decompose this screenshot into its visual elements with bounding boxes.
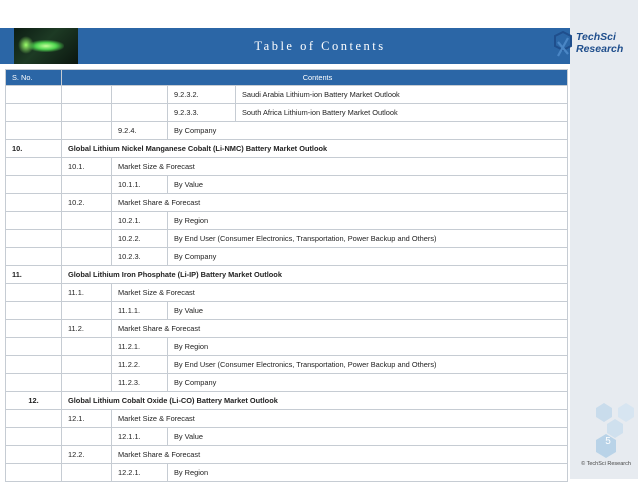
row-number: 10.2.3.	[112, 248, 168, 266]
table-row	[6, 356, 568, 374]
chapter-title: Global Lithium Iron Phosphate (Li-IP) Battery Market Outlook	[62, 266, 568, 284]
table-row	[6, 86, 568, 104]
row-number: 9.2.3.2.	[168, 86, 236, 104]
techsci-logo	[552, 28, 636, 62]
row-number: 9.2.4.	[112, 122, 168, 140]
table-row	[6, 104, 568, 122]
row-number: 12.1.1.	[112, 428, 168, 446]
logo-emblem-icon	[552, 30, 574, 60]
table-header-row	[6, 70, 568, 86]
row-title: By Value	[168, 428, 568, 446]
table-row	[6, 194, 568, 212]
row-title: By Region	[168, 338, 568, 356]
chapter-number: 12.	[6, 392, 62, 410]
row-title: Market Share & Forecast	[112, 320, 568, 338]
row-title: By End User (Consumer Electronics, Transportation, Power Backup and Others)	[168, 230, 568, 248]
table-row	[6, 302, 568, 320]
row-title: By Region	[168, 464, 568, 482]
row-title: By Company	[168, 248, 568, 266]
table-row-chapter	[6, 140, 568, 158]
row-title: By End User (Consumer Electronics, Transportation, Power Backup and Others)	[168, 356, 568, 374]
row-number: 10.2.	[62, 194, 112, 212]
row-number: 11.1.	[62, 284, 112, 302]
table-row	[6, 446, 568, 464]
chapter-title: Global Lithium Nickel Manganese Cobalt (Li-NMC) Battery Market Outlook	[62, 140, 568, 158]
logo-line1: TechSci	[576, 31, 616, 43]
chapter-title: Global Lithium Cobalt Oxide (Li-CO) Battery Market Outlook	[62, 392, 568, 410]
toc-table	[5, 69, 568, 482]
col-header-contents: Contents	[62, 70, 568, 86]
row-number: 10.1.	[62, 158, 112, 176]
table-row	[6, 428, 568, 446]
table-row	[6, 284, 568, 302]
row-title: By Value	[168, 176, 568, 194]
table-row-chapter	[6, 392, 568, 410]
row-title: Market Size & Forecast	[112, 410, 568, 428]
row-number: 10.1.1.	[112, 176, 168, 194]
row-title: By Value	[168, 302, 568, 320]
table-row	[6, 212, 568, 230]
row-number: 12.1.	[62, 410, 112, 428]
row-number: 9.2.3.3.	[168, 104, 236, 122]
row-number: 10.2.1.	[112, 212, 168, 230]
row-title: Market Share & Forecast	[112, 446, 568, 464]
row-title: Market Size & Forecast	[112, 284, 568, 302]
row-number: 11.1.1.	[112, 302, 168, 320]
chapter-number: 11.	[6, 266, 62, 284]
row-number: 12.2.1.	[112, 464, 168, 482]
table-row-chapter	[6, 266, 568, 284]
row-number: 11.2.2.	[112, 356, 168, 374]
table-row	[6, 320, 568, 338]
row-title: By Company	[168, 374, 568, 392]
footer-copyright: © TechSci Research	[581, 461, 631, 467]
table-row	[6, 338, 568, 356]
logo-line2: Research	[576, 43, 624, 55]
row-title: By Company	[168, 122, 568, 140]
row-number: 12.2.	[62, 446, 112, 464]
table-row	[6, 122, 568, 140]
table-row	[6, 374, 568, 392]
table-row	[6, 158, 568, 176]
page-number: 5	[605, 436, 611, 447]
row-title: Market Share & Forecast	[112, 194, 568, 212]
logo-text	[576, 31, 623, 55]
row-number: 11.2.3.	[112, 374, 168, 392]
row-title: Market Size & Forecast	[112, 158, 568, 176]
table-row	[6, 410, 568, 428]
table-row	[6, 248, 568, 266]
row-title: Saudi Arabia Lithium-ion Battery Market Outlook	[236, 86, 568, 104]
table-row	[6, 230, 568, 248]
row-number: 11.2.	[62, 320, 112, 338]
battery-glow	[28, 40, 64, 52]
row-title: By Region	[168, 212, 568, 230]
chapter-number: 10.	[6, 140, 62, 158]
table-row	[6, 176, 568, 194]
battery-image	[14, 28, 78, 64]
col-header-sno: S. No.	[6, 70, 62, 86]
hexagon-decoration-icon	[580, 400, 638, 462]
page-title: Table of Contents	[254, 39, 386, 53]
row-number: 11.2.1.	[112, 338, 168, 356]
row-number: 10.2.2.	[112, 230, 168, 248]
row-title: South Africa Lithium-ion Battery Market Outlook	[236, 104, 568, 122]
